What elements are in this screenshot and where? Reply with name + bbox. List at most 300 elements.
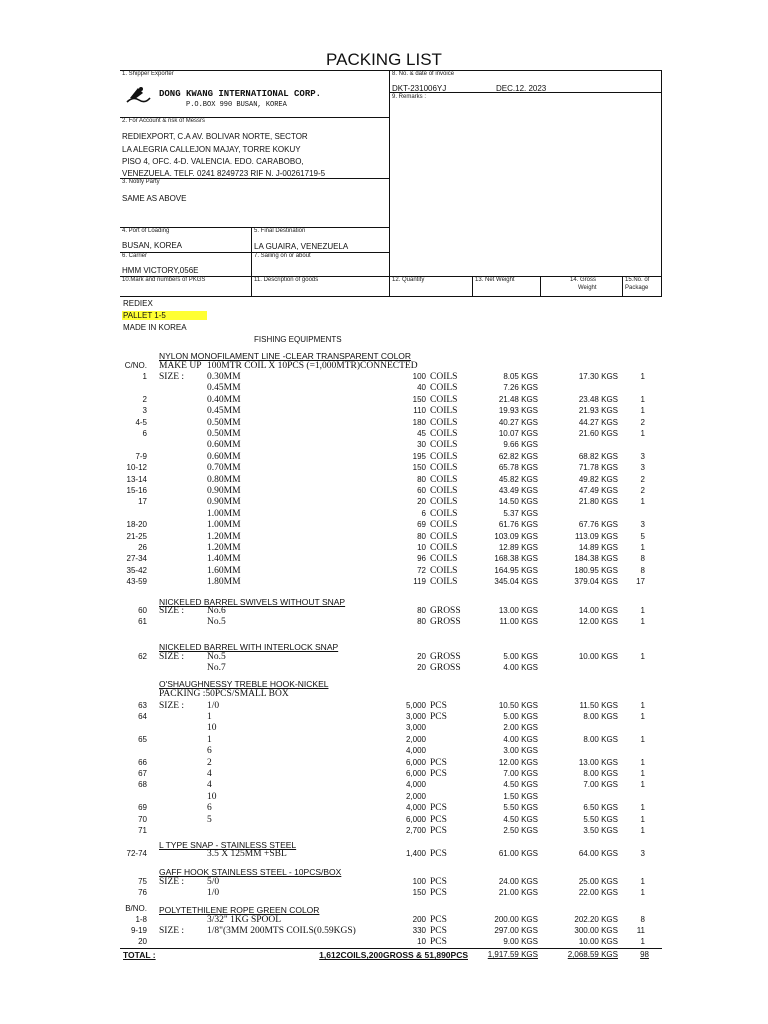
row-packages: 3: [640, 463, 645, 472]
row-item: 0.90MM: [207, 486, 241, 496]
row-quantity: 2,000: [405, 735, 426, 744]
row-carton-no: 67: [138, 769, 147, 778]
row-packages: 1: [640, 780, 645, 789]
row-carton-no: 26: [138, 543, 147, 552]
row-net-weight: 24.00 KGS: [498, 877, 538, 886]
row-carton-no: 20: [138, 937, 147, 946]
row-carton-no: 10-12: [126, 463, 147, 472]
row-net-weight: 1.50 KGS: [503, 792, 538, 801]
rule: [540, 276, 541, 296]
row-quantity: 10: [417, 937, 426, 946]
rule: [472, 276, 473, 296]
row-item: 0.50MM: [207, 429, 241, 439]
total-quantity: 1,612COILS,200GROSS & 51,890PCS: [319, 950, 468, 960]
row-carton-no: 76: [138, 888, 147, 897]
row-size-label: SIZE :: [159, 926, 185, 936]
row-gross-weight: 23.48 KGS: [578, 395, 618, 404]
total-gross-weight: 2,068.59 KGS: [567, 950, 618, 959]
row-item: No.7: [207, 663, 226, 673]
row-unit: COILS: [430, 463, 458, 473]
row-item: 0.60MM: [207, 440, 241, 450]
row-item: 1: [207, 712, 212, 722]
row-net-weight: 5.50 KGS: [503, 803, 538, 812]
sailing-label: 7. Sailing on or about: [254, 253, 311, 259]
account-line: VENEZUELA. TELF. 0241 8249723 RIF N. J-00261719-5: [122, 169, 326, 178]
row-unit: COILS: [430, 532, 458, 542]
section-title: L TYPE SNAP - STAINLESS STEEL: [159, 840, 297, 850]
row-quantity: 2,000: [405, 792, 426, 801]
row-item: 1: [207, 735, 212, 745]
row-quantity: 60: [417, 486, 426, 495]
row-gross-weight: 113.09 KGS: [575, 532, 618, 541]
row-item: 1.40MM: [207, 554, 241, 564]
row-unit: PCS: [430, 701, 447, 711]
row-net-weight: 10.07 KGS: [498, 429, 538, 438]
row-quantity: 195: [412, 452, 426, 461]
row-quantity: 3,000: [405, 723, 426, 732]
row-quantity: 72: [417, 566, 426, 575]
page-title: PACKING LIST: [326, 50, 442, 69]
row-item: 1.00MM: [207, 520, 241, 530]
port-label: 4. Port of Loading: [122, 228, 170, 234]
row-unit: COILS: [430, 372, 458, 382]
row-packages: 1: [640, 606, 645, 615]
section-title: NYLON MONOFILAMENT LINE -CLEAR TRANSPARENT COLOR: [159, 351, 412, 361]
row-item: 0.90MM: [207, 497, 241, 507]
row-gross-weight: 11.50 KGS: [579, 701, 618, 710]
row-packages: 1: [640, 815, 645, 824]
row-net-weight: 2.00 KGS: [503, 723, 538, 732]
row-carton-no: 13-14: [126, 475, 147, 484]
row-quantity: 96: [417, 554, 426, 563]
row-net-weight: 65.78 KGS: [498, 463, 538, 472]
row-gross-weight: 67.76 KGS: [578, 520, 618, 529]
invoice-date: DEC.12. 2023: [496, 84, 547, 93]
row-carton-no: 2: [142, 395, 147, 404]
row-carton-no: 18-20: [126, 520, 147, 529]
row-gross-weight: 180.95 KGS: [574, 566, 618, 575]
row-net-weight: 7.26 KGS: [503, 383, 538, 392]
row-gross-weight: 7.00 KGS: [583, 780, 618, 789]
section-title: NICKELED BARREL WITH INTERLOCK SNAP: [159, 642, 339, 652]
row-packages: 5: [640, 532, 645, 541]
row-packages: 1: [640, 877, 645, 886]
row-unit: PCS: [430, 937, 447, 947]
row-quantity: 150: [412, 888, 426, 897]
row-net-weight: 3.00 KGS: [503, 746, 538, 755]
row-size-label: SIZE :: [159, 652, 185, 662]
row-quantity: 45: [417, 429, 426, 438]
row-item: 1.60MM: [207, 566, 241, 576]
account-line: PISO 4, OFC. 4-D. VALENCIA. EDO. CARABOBO,: [122, 157, 304, 166]
carrier-value: HMM VICTORY,056E: [122, 266, 199, 275]
account-line: LA ALEGRIA CALLEJON MAJAY, TORRE KOKUY: [122, 145, 301, 154]
row-quantity: 180: [412, 418, 426, 427]
row-packages: 1: [640, 735, 645, 744]
row-unit: PCS: [430, 888, 447, 898]
row-size-label: PACKING :50PCS/SMALL BOX: [159, 689, 289, 699]
row-unit: COILS: [430, 440, 458, 450]
row-item: 1/8"(3MM 200MTS COILS(0.59KGS): [207, 926, 356, 936]
row-carton-no: 68: [138, 780, 147, 789]
row-gross-weight: 14.89 KGS: [578, 543, 618, 552]
row-quantity: 330: [412, 926, 426, 935]
row-item: 1/0: [207, 701, 220, 711]
row-carton-no: 66: [138, 758, 147, 767]
section-title: GAFF HOOK STAINLESS STEEL - 10PCS/BOX: [159, 867, 342, 877]
row-quantity: 20: [417, 497, 426, 506]
row-net-weight: 12.00 KGS: [498, 758, 538, 767]
row-net-weight: 4.50 KGS: [503, 815, 538, 824]
row-carton-no: 1-8: [135, 915, 147, 924]
row-quantity: 1,400: [405, 849, 426, 858]
row-gross-weight: 21.60 KGS: [578, 429, 618, 438]
row-gross-weight: 68.82 KGS: [578, 452, 618, 461]
row-packages: 1: [640, 372, 645, 381]
row-quantity: 6,000: [405, 815, 426, 824]
row-packages: 1: [640, 701, 645, 710]
row-unit: GROSS: [430, 617, 461, 627]
row-item: 0.40MM: [207, 395, 241, 405]
row-carton-no: C/NO.: [124, 361, 147, 370]
row-unit: PCS: [430, 926, 447, 936]
row-packages: 11: [636, 926, 645, 935]
row-unit: COILS: [430, 486, 458, 496]
section-title: POLYTETHILENE ROPE GREEN COLOR: [159, 905, 320, 915]
row-item: 0.30MM: [207, 372, 241, 382]
row-unit: PCS: [430, 712, 447, 722]
rule: [120, 296, 662, 297]
row-item: 6: [207, 803, 212, 813]
row-packages: 1: [640, 888, 645, 897]
rule: [251, 227, 252, 296]
row-net-weight: 45.82 KGS: [498, 475, 538, 484]
row-size-label: SIZE :: [159, 606, 185, 616]
row-carton-no: 15-16: [126, 486, 147, 495]
row-packages: 1: [640, 543, 645, 552]
destination-label: 5. Final Destination: [254, 228, 306, 234]
mark-line: MADE IN KOREA: [123, 323, 187, 332]
row-carton-no: 69: [138, 803, 147, 812]
row-gross-weight: 379.04 KGS: [574, 577, 618, 586]
col-quantity: 12. Quantity: [392, 277, 425, 283]
row-net-weight: 4.00 KGS: [503, 663, 538, 672]
row-unit: COILS: [430, 509, 458, 519]
row-item: 6: [207, 746, 212, 756]
row-carton-no: 61: [138, 617, 147, 626]
row-packages: 17: [636, 577, 645, 586]
row-carton-no: 17: [138, 497, 147, 506]
row-unit: PCS: [430, 803, 447, 813]
row-net-weight: 11.00 KGS: [499, 617, 538, 626]
row-packages: 1: [640, 429, 645, 438]
row-item: No.5: [207, 617, 226, 627]
row-packages: 1: [640, 617, 645, 626]
section-title: NICKELED BARREL SWIVELS WITHOUT SNAP: [159, 597, 346, 607]
col-gross: 14. Gross: [570, 277, 597, 283]
row-item: 4: [207, 769, 212, 779]
row-carton-no: 9-19: [130, 926, 147, 935]
shipper-name: DONG KWANG INTERNATIONAL CORP.: [159, 89, 322, 99]
row-net-weight: 345.04 KGS: [494, 577, 538, 586]
row-packages: 3: [640, 452, 645, 461]
row-item: 1.00MM: [207, 509, 241, 519]
row-carton-no: 62: [138, 652, 147, 661]
row-quantity: 100: [412, 372, 426, 381]
col-description: 11. Description of goods: [254, 277, 319, 283]
row-gross-weight: 8.00 KGS: [583, 769, 618, 778]
row-net-weight: 8.05 KGS: [503, 372, 538, 381]
row-item: 3.5 X 125MM +SBL: [207, 849, 287, 859]
row-item: 5: [207, 815, 212, 825]
row-packages: 1: [640, 803, 645, 812]
row-item: 0.50MM: [207, 418, 241, 428]
row-unit: PCS: [430, 877, 447, 887]
row-carton-no: 7-9: [135, 452, 147, 461]
row-carton-no: 64: [138, 712, 147, 721]
row-item: 1.20MM: [207, 532, 241, 542]
row-gross-weight: 14.00 KGS: [578, 606, 618, 615]
row-gross-weight: 184.38 KGS: [574, 554, 618, 563]
row-packages: 3: [640, 520, 645, 529]
destination-value: LA GUAIRA, VENEZUELA: [254, 242, 349, 251]
col-gross-weight: Weight: [578, 285, 597, 291]
row-unit: COILS: [430, 475, 458, 485]
row-packages: 1: [640, 769, 645, 778]
row-net-weight: 5.37 KGS: [503, 509, 538, 518]
col-marks: 10.Mark and numbers of PKGS: [122, 277, 206, 283]
row-gross-weight: 8.00 KGS: [583, 735, 618, 744]
row-quantity: 200: [412, 915, 426, 924]
row-net-weight: 14.50 KGS: [498, 497, 538, 506]
row-unit: COILS: [430, 383, 458, 393]
row-unit: COILS: [430, 452, 458, 462]
row-net-weight: 62.82 KGS: [498, 452, 538, 461]
row-size-label: SIZE :: [159, 877, 185, 887]
row-gross-weight: 12.00 KGS: [578, 617, 618, 626]
row-gross-weight: 21.93 KGS: [578, 406, 618, 415]
row-carton-no: 65: [138, 735, 147, 744]
row-item: 0.45MM: [207, 383, 241, 393]
row-item: No.5: [207, 652, 226, 662]
row-quantity: 80: [417, 475, 426, 484]
row-size-label: SIZE :: [159, 372, 185, 382]
row-quantity: 4,000: [405, 803, 426, 812]
row-quantity: 10: [417, 543, 426, 552]
row-packages: 2: [640, 486, 645, 495]
row-quantity: 69: [417, 520, 426, 529]
row-net-weight: 40.27 KGS: [498, 418, 538, 427]
rule: [661, 70, 662, 296]
row-net-weight: 21.00 KGS: [498, 888, 538, 897]
row-quantity: 80: [417, 532, 426, 541]
row-net-weight: 19.93 KGS: [498, 406, 538, 415]
row-gross-weight: 300.00 KGS: [574, 926, 618, 935]
row-item: 4: [207, 780, 212, 790]
row-net-weight: 9.66 KGS: [503, 440, 538, 449]
row-carton-no: 4-5: [135, 418, 147, 427]
row-gross-weight: 5.50 KGS: [583, 815, 618, 824]
row-quantity: 110: [413, 406, 426, 415]
row-packages: 1: [640, 712, 645, 721]
row-packages: 1: [640, 937, 645, 946]
total-label: TOTAL :: [123, 950, 156, 960]
row-quantity: 100: [412, 877, 426, 886]
row-unit: COILS: [430, 395, 458, 405]
row-item: 1.80MM: [207, 577, 241, 587]
mark-line: REDIEX: [123, 299, 153, 308]
row-net-weight: 43.49 KGS: [498, 486, 538, 495]
row-gross-weight: 22.00 KGS: [578, 888, 618, 897]
col-packages: 15.No. of: [625, 277, 650, 283]
remarks-label: 9. Remarks :: [392, 94, 427, 100]
row-carton-no: 72-74: [126, 849, 147, 858]
row-item: 2: [207, 758, 212, 768]
row-net-weight: 4.00 KGS: [503, 735, 538, 744]
total-net-weight: 1,917.59 KGS: [487, 950, 538, 959]
row-carton-no: 63: [138, 701, 147, 710]
row-net-weight: 164.95 KGS: [494, 566, 538, 575]
row-quantity: 4,000: [405, 780, 426, 789]
row-unit: COILS: [430, 497, 458, 507]
row-unit: PCS: [430, 849, 447, 859]
row-gross-weight: 25.00 KGS: [578, 877, 618, 886]
rule: [120, 178, 390, 179]
row-net-weight: 10.50 KGS: [498, 701, 538, 710]
mark-pallet-highlight: PALLET 1-5: [122, 311, 207, 320]
row-gross-weight: 6.50 KGS: [583, 803, 618, 812]
shipper-address: P.O.BOX 990 BUSAN, KOREA: [186, 101, 287, 109]
row-unit: GROSS: [430, 663, 461, 673]
notify-value: SAME AS ABOVE: [122, 194, 187, 203]
row-item: 0.60MM: [207, 452, 241, 462]
row-unit: PCS: [430, 769, 447, 779]
row-packages: 3: [640, 849, 645, 858]
row-carton-no: 1: [142, 372, 147, 381]
rule: [120, 70, 662, 71]
row-quantity: 5,000: [405, 701, 426, 710]
row-item: 10: [207, 792, 217, 802]
row-unit: GROSS: [430, 652, 461, 662]
row-size-label: SIZE :: [159, 701, 185, 711]
col-packages-2: Package: [625, 285, 649, 291]
row-packages: 2: [640, 475, 645, 484]
row-carton-no: 75: [138, 877, 147, 886]
row-gross-weight: 17.30 KGS: [578, 372, 618, 381]
row-net-weight: 4.50 KGS: [503, 780, 538, 789]
row-item: 0.70MM: [207, 463, 241, 473]
row-net-weight: 61.00 KGS: [498, 849, 538, 858]
port-value: BUSAN, KOREA: [122, 241, 183, 250]
row-net-weight: 168.38 KGS: [494, 554, 538, 563]
rule: [622, 276, 623, 296]
row-unit: COILS: [430, 406, 458, 416]
row-gross-weight: 3.50 KGS: [583, 826, 618, 835]
row-gross-weight: 47.49 KGS: [578, 486, 618, 495]
row-quantity: 80: [417, 606, 426, 615]
row-unit: COILS: [430, 418, 458, 428]
row-quantity: 3,000: [405, 712, 426, 721]
row-quantity: 20: [417, 652, 426, 661]
row-item: 100MTR COIL X 10PCS (=1,000MTR)CONNECTED: [207, 361, 418, 371]
row-packages: 1: [640, 826, 645, 835]
row-quantity: 2,700: [405, 826, 426, 835]
row-net-weight: 61.76 KGS: [498, 520, 538, 529]
row-carton-no: 6: [142, 429, 147, 438]
total-rule: [120, 948, 662, 949]
row-item: 5/0: [207, 877, 220, 887]
row-gross-weight: 10.00 KGS: [578, 937, 618, 946]
row-gross-weight: 71.78 KGS: [578, 463, 618, 472]
row-quantity: 6,000: [405, 758, 426, 767]
row-quantity: 20: [417, 663, 426, 672]
account-line: REDIEXPORT, C.A AV. BOLIVAR NORTE, SECTOR: [122, 132, 308, 141]
row-item: 1/0: [207, 888, 220, 898]
row-carton-no: 35-42: [126, 566, 147, 575]
row-quantity: 40: [417, 383, 426, 392]
row-net-weight: 21.48 KGS: [498, 395, 538, 404]
row-unit: PCS: [430, 915, 447, 925]
row-quantity: 150: [412, 463, 426, 472]
row-packages: 1: [640, 395, 645, 404]
company-logo-icon: [125, 84, 151, 106]
shipper-label: 1. Shipper Exporter: [122, 71, 174, 77]
row-quantity: 4,000: [405, 746, 426, 755]
row-item: 10: [207, 723, 217, 733]
row-unit: COILS: [430, 429, 458, 439]
row-packages: 1: [640, 406, 645, 415]
row-carton-no: 27-34: [126, 554, 147, 563]
row-packages: 1: [640, 652, 645, 661]
row-quantity: 30: [417, 440, 426, 449]
row-carton-no: 71: [138, 826, 147, 835]
row-packages: 1: [640, 758, 645, 767]
row-carton-no: 60: [138, 606, 147, 615]
col-net-weight: 13. Net Weight: [475, 277, 515, 283]
row-unit: PCS: [430, 815, 447, 825]
row-item: 1.20MM: [207, 543, 241, 553]
row-carton-no: 3: [142, 406, 147, 415]
row-net-weight: 2.50 KGS: [503, 826, 538, 835]
row-quantity: 119: [413, 577, 426, 586]
row-packages: 8: [640, 554, 645, 563]
row-unit: COILS: [430, 520, 458, 530]
row-unit: PCS: [430, 826, 447, 836]
row-unit: GROSS: [430, 606, 461, 616]
row-gross-weight: 13.00 KGS: [578, 758, 618, 767]
goods-heading: FISHING EQUIPMENTS: [254, 335, 342, 344]
row-gross-weight: 44.27 KGS: [578, 418, 618, 427]
row-quantity: 6,000: [405, 769, 426, 778]
row-packages: 2: [640, 418, 645, 427]
row-net-weight: 13.00 KGS: [498, 606, 538, 615]
account-label: 2. For Account & risk of Messrs: [122, 118, 206, 124]
total-packages: 98: [640, 950, 649, 959]
row-size-label: MAKE UP: [159, 361, 202, 371]
row-gross-weight: 49.82 KGS: [578, 475, 618, 484]
row-carton-no: 21-25: [126, 532, 147, 541]
row-net-weight: 7.00 KGS: [503, 769, 538, 778]
row-item: No.6: [207, 606, 226, 616]
row-item: 0.80MM: [207, 475, 241, 485]
row-quantity: 150: [412, 395, 426, 404]
row-carton-no: 70: [138, 815, 147, 824]
row-unit: COILS: [430, 577, 458, 587]
invoice-label: 8. No. & date of invoice: [392, 71, 455, 77]
row-quantity: 6: [421, 509, 426, 518]
row-item: 3/32" 1KG SPOOL: [207, 915, 282, 925]
row-net-weight: 5.00 KGS: [503, 712, 538, 721]
